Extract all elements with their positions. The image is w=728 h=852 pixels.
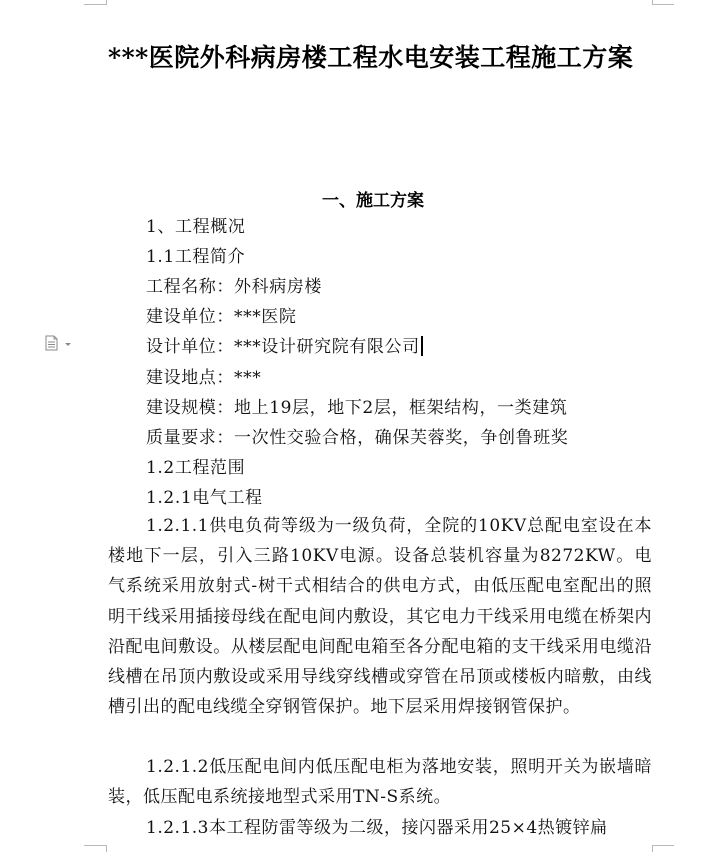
designer-text: 设计单位：***设计研究院有限公司: [146, 337, 420, 357]
crop-mark: [652, 0, 653, 5]
crop-mark: [652, 845, 653, 852]
project-name-line: 工程名称：外科病房楼: [146, 277, 322, 297]
crop-mark: [84, 845, 106, 846]
designer-line: [146, 336, 423, 358]
builder-line: 建设单位：***医院: [146, 307, 297, 327]
crop-mark: [106, 845, 107, 852]
crop-mark: [106, 0, 107, 5]
text-cursor: [421, 336, 423, 356]
paragraph-lightning: 1.2.1.3本工程防雷等级为二级，接闪器采用25×4热镀锌扁: [146, 818, 608, 838]
quality-line: 质量要求：一次性交验合格，确保芙蓉奖，争创鲁班奖: [146, 428, 569, 448]
crop-mark: [652, 845, 674, 846]
paragraph-power-supply: 1.2.1.1供电负荷等级为一级负荷，全院的10KV总配电室设在本楼地下一层，引入三路10KV电源。设备总装机容量为8272KW。电气系统采用放射式-树干式相结合的供电方式，由低压配电室配出的照明干线采用插接母线在配电间内敷设，其它电力干线采用电缆在桥架内沿配电间敷设。从楼层配电间配电箱至各分配电箱的支干线采用电缆沿线槽在吊顶内敷设或采用导线穿线槽或穿管在吊顶或楼板内暗敷，由线槽引出的配电线缆全穿钢管保护。地下层采用焊接钢管保护。: [108, 516, 652, 718]
document-title: ***医院外科病房楼工程水电安装工程施工方案: [108, 43, 634, 72]
heading-brief: 1.1工程简介: [146, 247, 246, 267]
crop-mark: [84, 4, 106, 5]
document-options-icon[interactable]: [44, 335, 74, 351]
crop-mark: [652, 4, 674, 5]
heading-overview: 1、工程概况: [146, 217, 246, 237]
section-heading: 一、施工方案: [322, 191, 424, 211]
location-line: 建设地点：***: [146, 368, 262, 388]
scale-line: 建设规模：地上19层，地下2层，框架结构，一类建筑: [146, 398, 568, 418]
heading-scope: 1.2工程范围: [146, 458, 246, 478]
heading-electrical: 1.2.1电气工程: [146, 488, 263, 508]
paragraph-low-voltage: 1.2.1.2低压配电间内低压配电柜为落地安装，照明开关为嵌墙暗装，低压配电系统接地型式采用TN-S系统。: [108, 757, 652, 808]
